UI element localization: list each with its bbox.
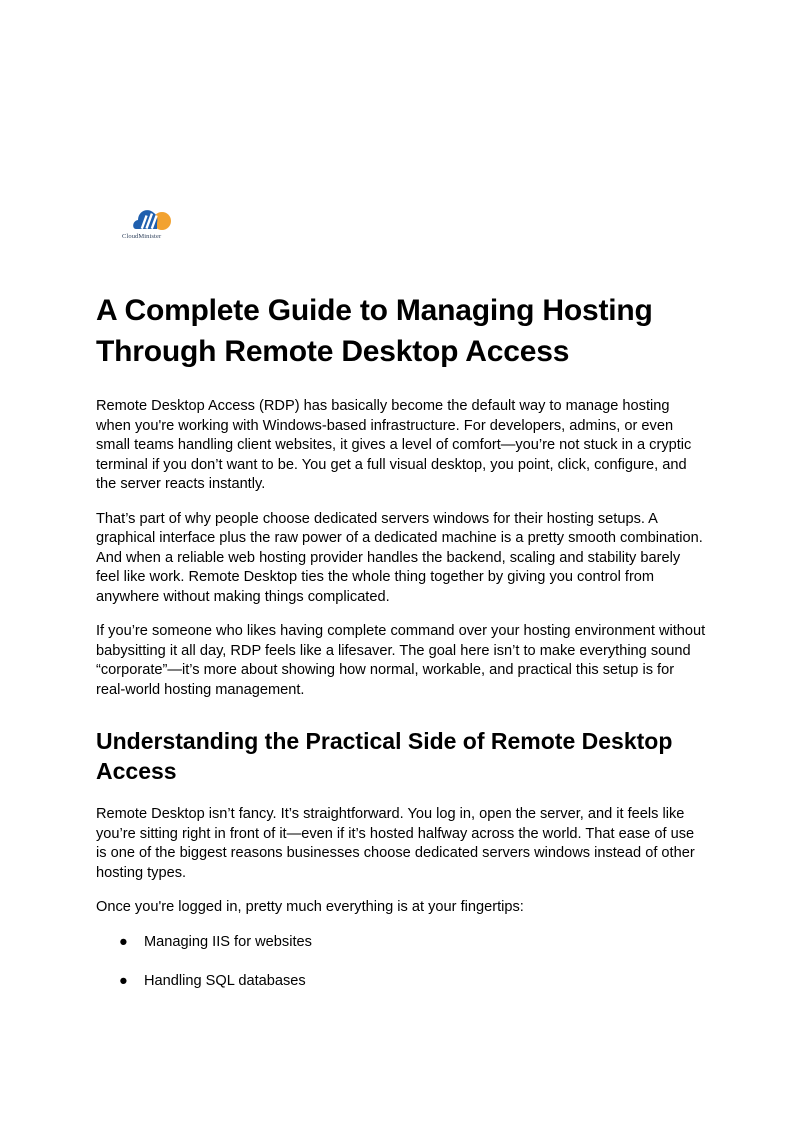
section-paragraph-1: Remote Desktop isn’t fancy. It’s straightforward. You log in, open the server, and it feels like you’re sitting right in front of it—even if it’s hosted halfway across the world. That ease of use is one of the biggest reasons businesses choose dedicated servers windows instead of other hosting types.: [96, 806, 695, 881]
section-heading: Understanding the Practical Side of Remote Desktop Access: [96, 728, 673, 784]
section-paragraph-2: Once you're logged in, pretty much everything is at your fingertips:: [96, 899, 524, 915]
list-item: [96, 972, 706, 992]
company-logo: [122, 203, 184, 243]
feature-list: [96, 933, 706, 992]
list-item-text: Managing IIS for websites: [144, 933, 312, 950]
intro-paragraph-2: That’s part of why people choose dedicated servers windows for their hosting setups. A graphical interface plus the raw power of a dedicated machine is a pretty smooth combination. And when a reliable web hosting provider handles the backend, scaling and stability barely feel like work. Remote Desktop ties the whole thing together by giving you control from anywhere without making things complicated.: [96, 510, 703, 605]
document-title: A Complete Guide to Managing Hosting Through Remote Desktop Access: [96, 294, 653, 368]
list-item: [96, 933, 706, 953]
logo-text: CloudMinister: [122, 233, 162, 240]
list-item-text: Handling SQL databases: [144, 972, 306, 989]
bullet-icon: ●: [119, 972, 128, 989]
cloud-logo-icon: [122, 203, 184, 235]
document-body: [96, 290, 706, 1011]
intro-paragraph-1: Remote Desktop Access (RDP) has basically become the default way to manage hosting when you're working with Windows-based infrastructure. For developers, admins, or even small teams handling client websites, it gives a level of comfort—you’re not stuck in a cryptic terminal if you don’t want to be. You get a full visual desktop, you point, click, configure, and the server reacts instantly.: [96, 398, 692, 492]
intro-paragraph-3: If you’re someone who likes having complete command over your hosting environment without babysitting it all day, RDP feels like a lifesaver. The goal here isn’t to make everything sound “corporate”—it’s more about showing how normal, workable, and practical this setup is for real-world hosting management.: [96, 623, 706, 698]
bullet-icon: ●: [119, 933, 128, 950]
